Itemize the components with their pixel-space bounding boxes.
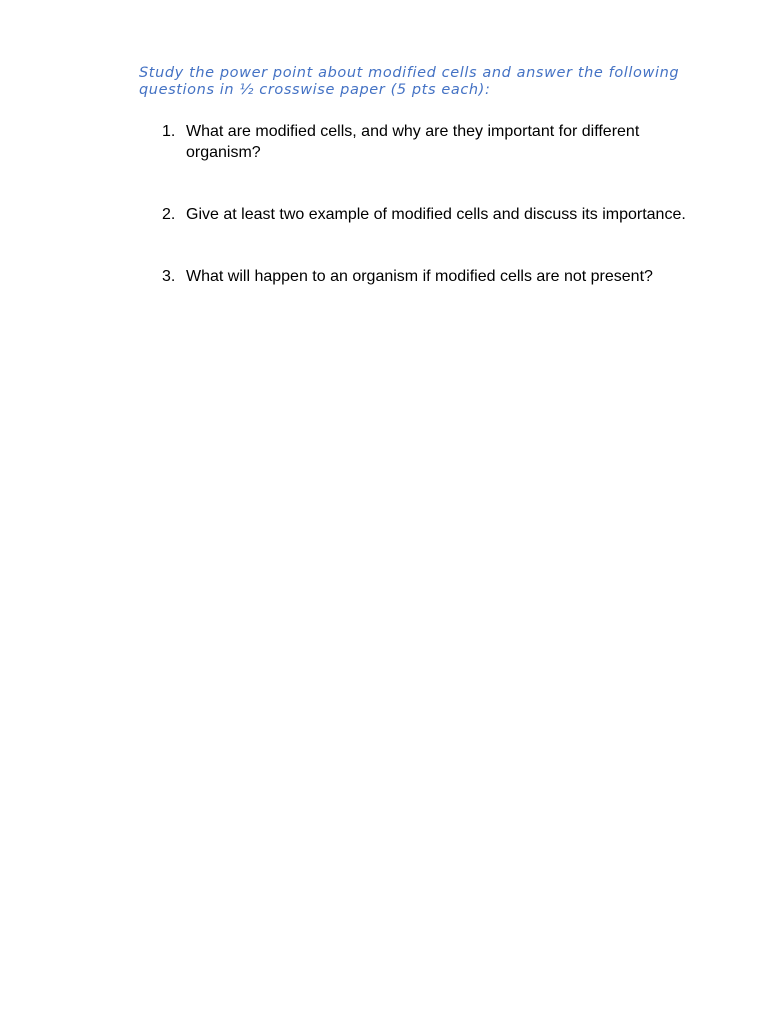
question-text: What are modified cells, and why are they important for different organism? [186, 123, 640, 161]
question-text: Give at least two example of modified cells and discuss its importance. [186, 206, 686, 223]
question-item-2 [160, 204, 690, 225]
question-text: What will happen to an organism if modified cells are not present? [186, 268, 653, 285]
question-number: 2. [162, 206, 176, 223]
question-item-1 [160, 121, 690, 163]
question-list [160, 121, 690, 287]
question-item-3 [160, 266, 690, 287]
question-number: 1. [162, 123, 176, 140]
question-number: 3. [162, 268, 176, 285]
instructions-text: Study the power point about modified cells and answer the following questions in ½ crosswise paper (5 pts each): [139, 65, 680, 98]
